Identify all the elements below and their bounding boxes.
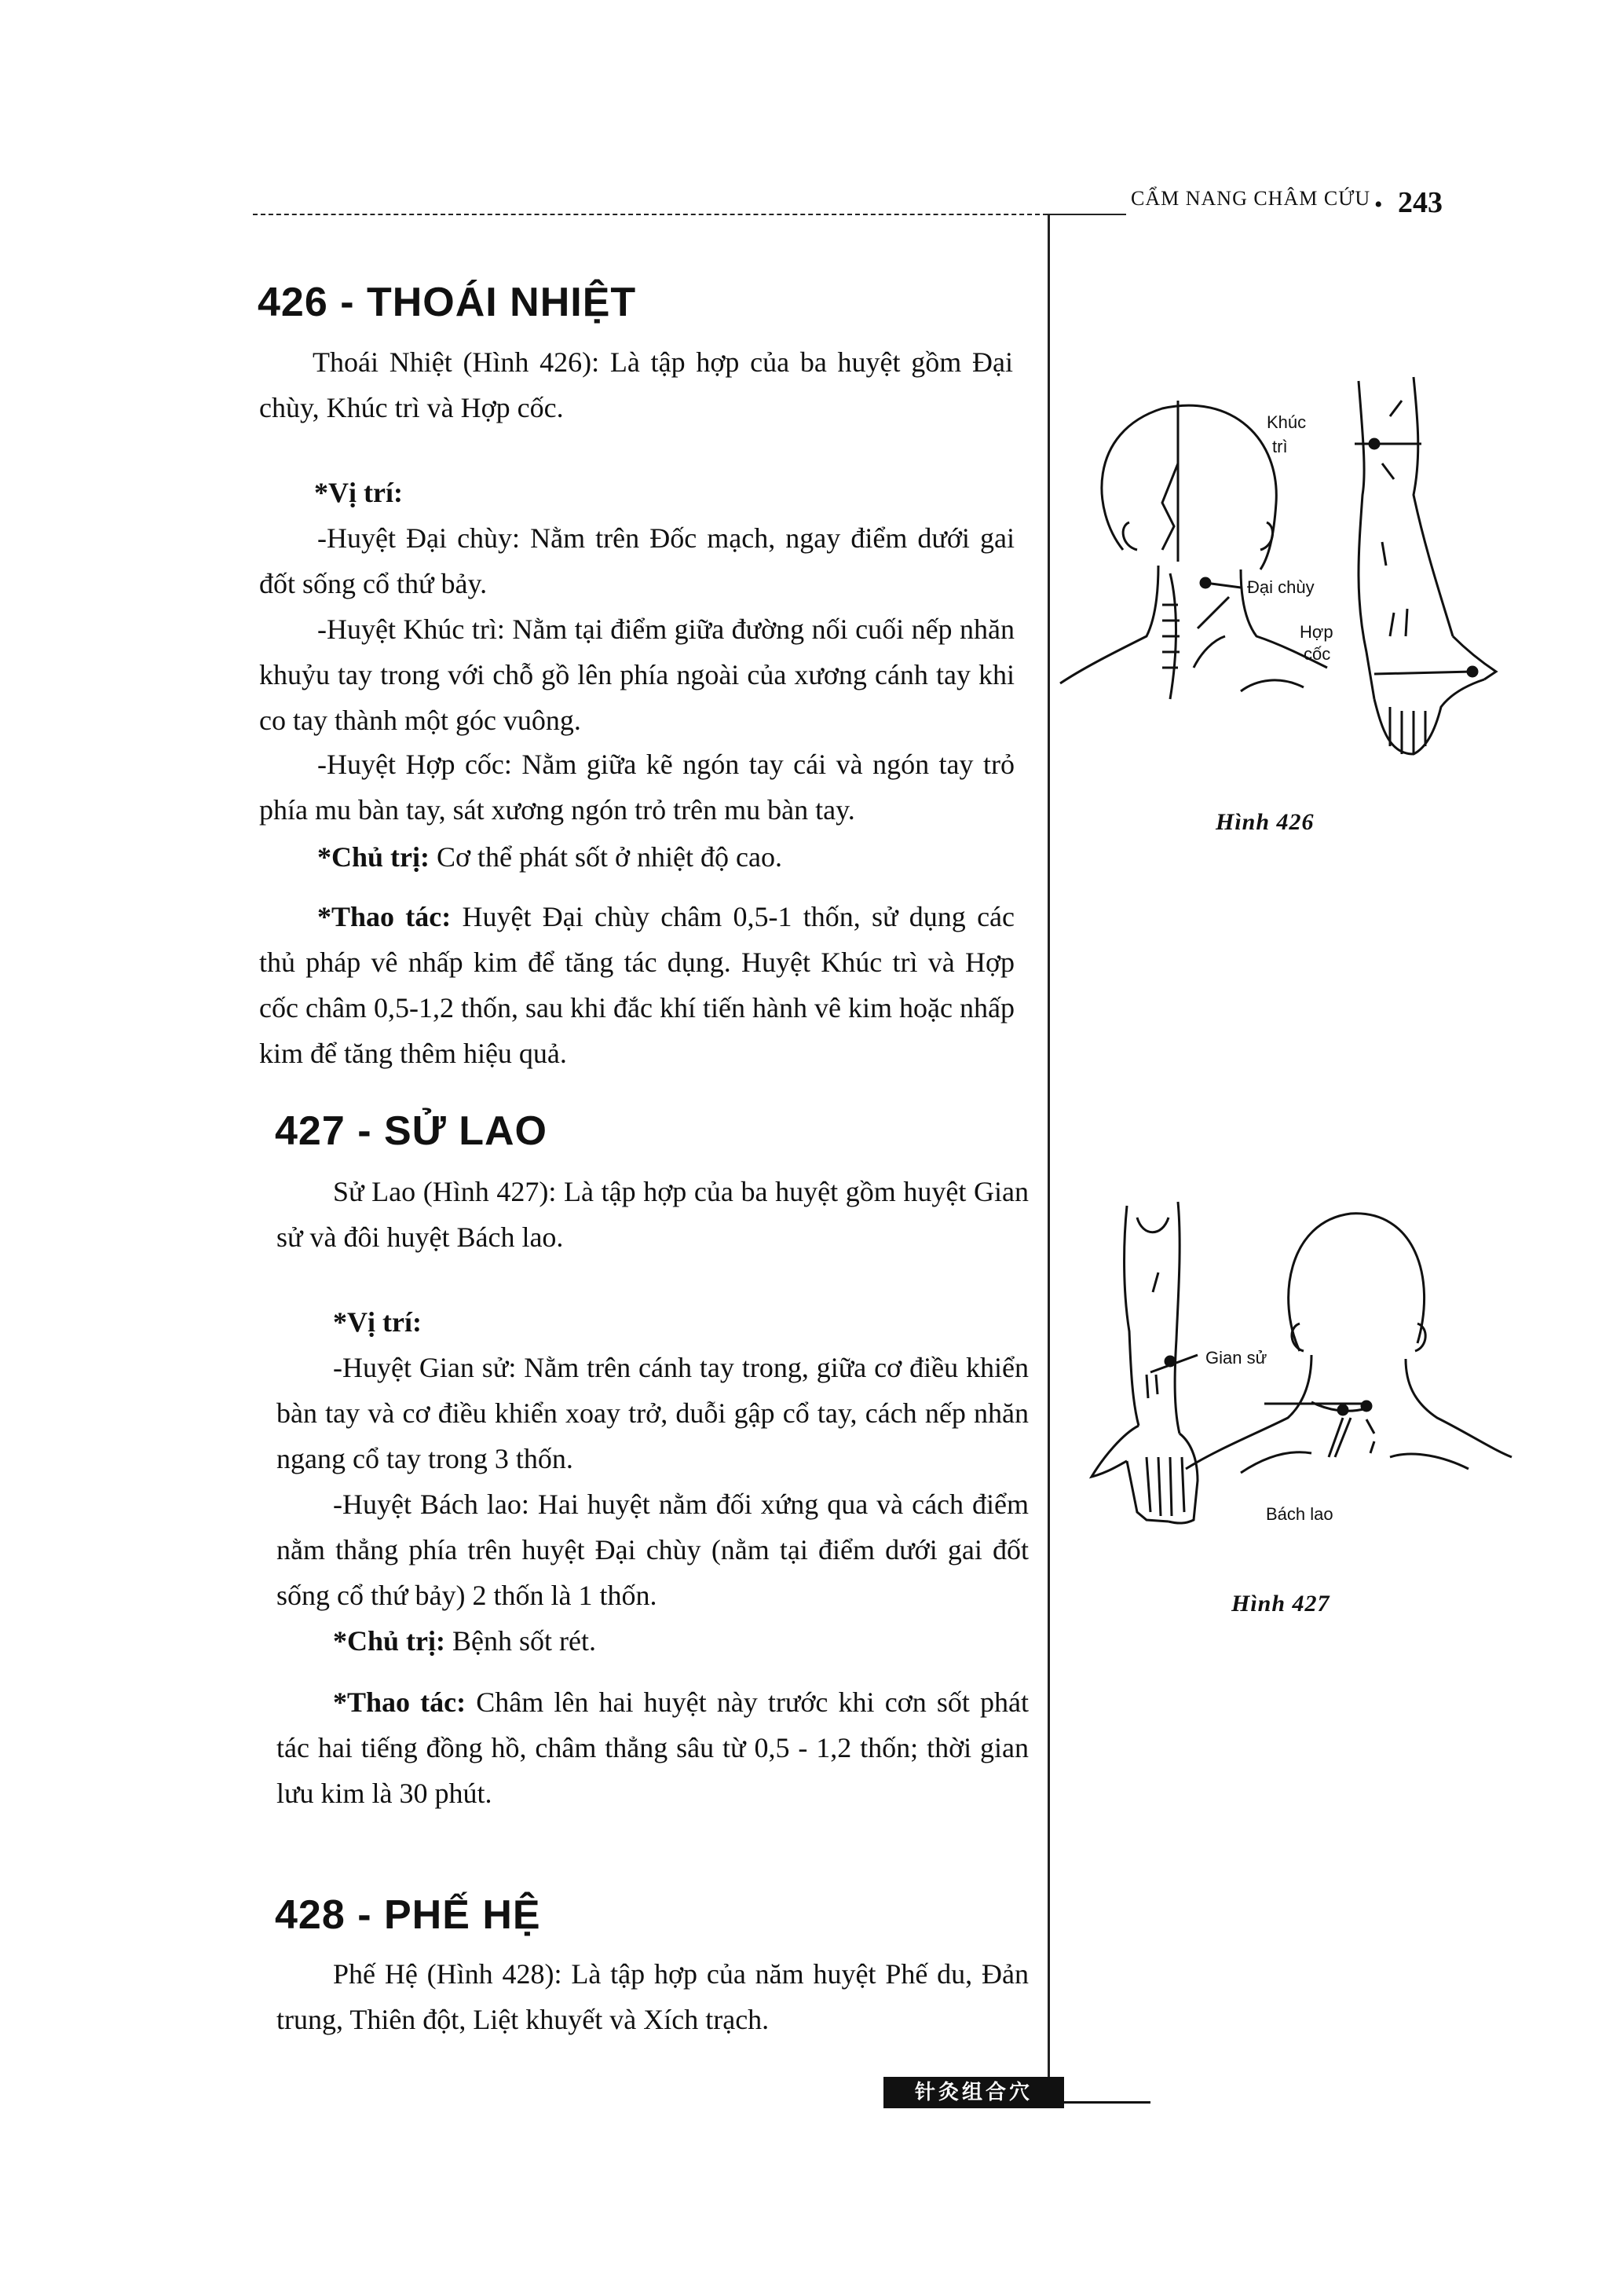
page-number: 243 [1398, 186, 1443, 219]
section-427-technique: *Thao tác: Châm lên hai huyệt này trước khi cơn sốt phát tác hai tiếng đồng hồ, châm thẳng sâu từ 0,5 - 1,2 thốn; thời gian lưu kim là 30 phút. [276, 1686, 1029, 1809]
section-426-point-3: -Huyệt Hợp cốc: Nằm giữa kẽ ngón tay cái và ngón tay trỏ phía mu bàn tay, sát xương ngón trỏ trên mu bàn tay. [259, 749, 1015, 826]
section-427-indication: *Chủ trị: Bệnh sốt rét. [333, 1625, 596, 1657]
fig-427-label-gian-su: Gian sử [1205, 1348, 1267, 1368]
section-426-intro: Thoái Nhiệt (Hình 426): Là tập hợp của ba huyệt gồm Đại chùy, Khúc trì và Hợp cốc. [259, 346, 1013, 423]
fig-426-label-hop: Hợp [1300, 622, 1333, 642]
section-heading-427: 427 - SỬ LAO [275, 1108, 548, 1154]
section-heading-428: 428 - PHẾ HỆ [275, 1892, 541, 1938]
section-427-location-label: *Vị trí: [333, 1306, 422, 1338]
section-428-intro: Phế Hệ (Hình 428): Là tập hợp của năm huyệt Phế du, Đản trung, Thiên đột, Liệt khuyết và Xích trạch. [276, 1958, 1029, 2035]
section-426-point-1: -Huyệt Đại chùy: Nằm trên Đốc mạch, ngay điểm dưới gai đốt sống cổ thứ bảy. [259, 522, 1015, 599]
figure-427-caption: Hình 427 [1231, 1591, 1330, 1617]
section-426-point-2: -Huyệt Khúc trì: Nằm tại điểm giữa đường nối cuối nếp nhăn khuỷu tay trong với chỗ gồ lên phía ngoài của xương cánh tay khi co tay thành một góc vuông. [259, 613, 1015, 736]
running-head: CẨM NANG CHÂM CỨU [1131, 187, 1371, 210]
fig-426-label-coc: cốc [1304, 644, 1331, 664]
fig-426-label-khuc: Khúc [1267, 412, 1307, 432]
section-427-intro: Sử Lao (Hình 427): Là tập hợp của ba huyệt gồm huyệt Gian sử và đôi huyệt Bách lao. [276, 1176, 1029, 1253]
fig-427-label-bach-lao: Bách lao [1266, 1504, 1333, 1524]
section-427-point-1: -Huyệt Gian sử: Nằm trên cánh tay trong, giữa cơ điều khiển bàn tay và cơ điều khiển xoay trở, duỗi gập cổ tay, cách nếp nhăn ngang cổ tay trong 3 thốn. [276, 1352, 1029, 1474]
section-427-point-2: -Huyệt Bách lao: Hai huyệt nằm đối xứng qua và cách điểm nằm thẳng phía trên huyệt Đại chùy (nằm tại điểm dưới gai đốt sống cổ thứ bảy) 2 thốn là 1 thốn. [276, 1489, 1029, 1611]
section-426-technique: *Thao tác: Huyệt Đại chùy châm 0,5-1 thốn, sử dụng các thủ pháp vê nhấp kim để tăng tác dụng. Huyệt Khúc trì và Hợp cốc châm 0,5-1,2 thốn, sau khi đắc khí tiến hành vê kim hoặc nhấp kim để tăng thêm hiệu quả. [259, 901, 1015, 1069]
section-426-location-label: *Vị trí: [314, 477, 403, 508]
section-426-indication: *Chủ trị: Cơ thể phát sốt ở nhiệt độ cao. [317, 841, 782, 873]
footer-rule [1064, 2101, 1150, 2104]
header-rule-right [1048, 214, 1126, 215]
figure-426-caption: Hình 426 [1216, 809, 1315, 835]
figure-427-illustration [1076, 1198, 1516, 1536]
fig-426-label-dai-chuy: Đại chùy [1247, 577, 1315, 597]
section-heading-426: 426 - THOÁI NHIỆT [258, 280, 637, 325]
chapter-tab: 针灸组合穴 [883, 2077, 1064, 2108]
header-rule-left [253, 214, 1048, 215]
fig-426-label-tri: trì [1272, 437, 1288, 456]
header-bullet: • [1374, 192, 1383, 218]
